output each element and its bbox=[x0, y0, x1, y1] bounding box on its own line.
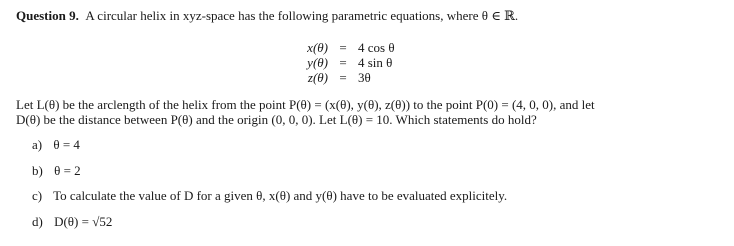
equation-op: = bbox=[339, 55, 347, 70]
equation-lhs: z(θ) bbox=[307, 70, 328, 85]
question-paragraph bbox=[16, 97, 716, 127]
option-text: To calculate the value of D for a given θ, x(θ) and y(θ) have to be evaluated explicitely. bbox=[53, 188, 508, 203]
option-c[interactable] bbox=[32, 188, 507, 204]
equation-x bbox=[280, 40, 438, 55]
equation-rhs: 4 sin θ bbox=[358, 55, 393, 70]
question-intro: A circular helix in xyz-space has the following parametric equations, where θ ∈ ℝ. bbox=[85, 8, 519, 23]
equation-lhs: x(θ) bbox=[307, 40, 328, 55]
paragraph-line-2: D(θ) be the distance between P(θ) and the origin (0, 0, 0). Let L(θ) = 10. Which statements do hold? bbox=[16, 112, 537, 127]
option-label: a) bbox=[32, 137, 43, 152]
parametric-equations bbox=[280, 40, 438, 85]
option-label: d) bbox=[32, 214, 43, 229]
equation-z bbox=[280, 70, 438, 85]
question-number: Question 9. bbox=[16, 8, 79, 23]
option-text: θ = 2 bbox=[54, 163, 81, 178]
equation-op: = bbox=[339, 40, 347, 55]
option-a[interactable] bbox=[32, 137, 80, 153]
option-text: D(θ) = √52 bbox=[54, 214, 113, 229]
equation-lhs: y(θ) bbox=[307, 55, 328, 70]
option-label: b) bbox=[32, 163, 43, 178]
equation-rhs: 4 cos θ bbox=[358, 40, 395, 55]
paragraph-line-1: Let L(θ) be the arclength of the helix from the point P(θ) = (x(θ), y(θ), z(θ)) to the point P(0) = (4, 0, 0), and let bbox=[16, 97, 595, 112]
equation-rhs: 3θ bbox=[358, 70, 371, 85]
equation-op: = bbox=[339, 70, 347, 85]
option-b[interactable] bbox=[32, 163, 81, 179]
option-d[interactable] bbox=[32, 214, 112, 230]
option-label: c) bbox=[32, 188, 43, 203]
option-text: θ = 4 bbox=[53, 137, 80, 152]
equation-y bbox=[280, 55, 438, 70]
question-heading bbox=[16, 8, 518, 24]
